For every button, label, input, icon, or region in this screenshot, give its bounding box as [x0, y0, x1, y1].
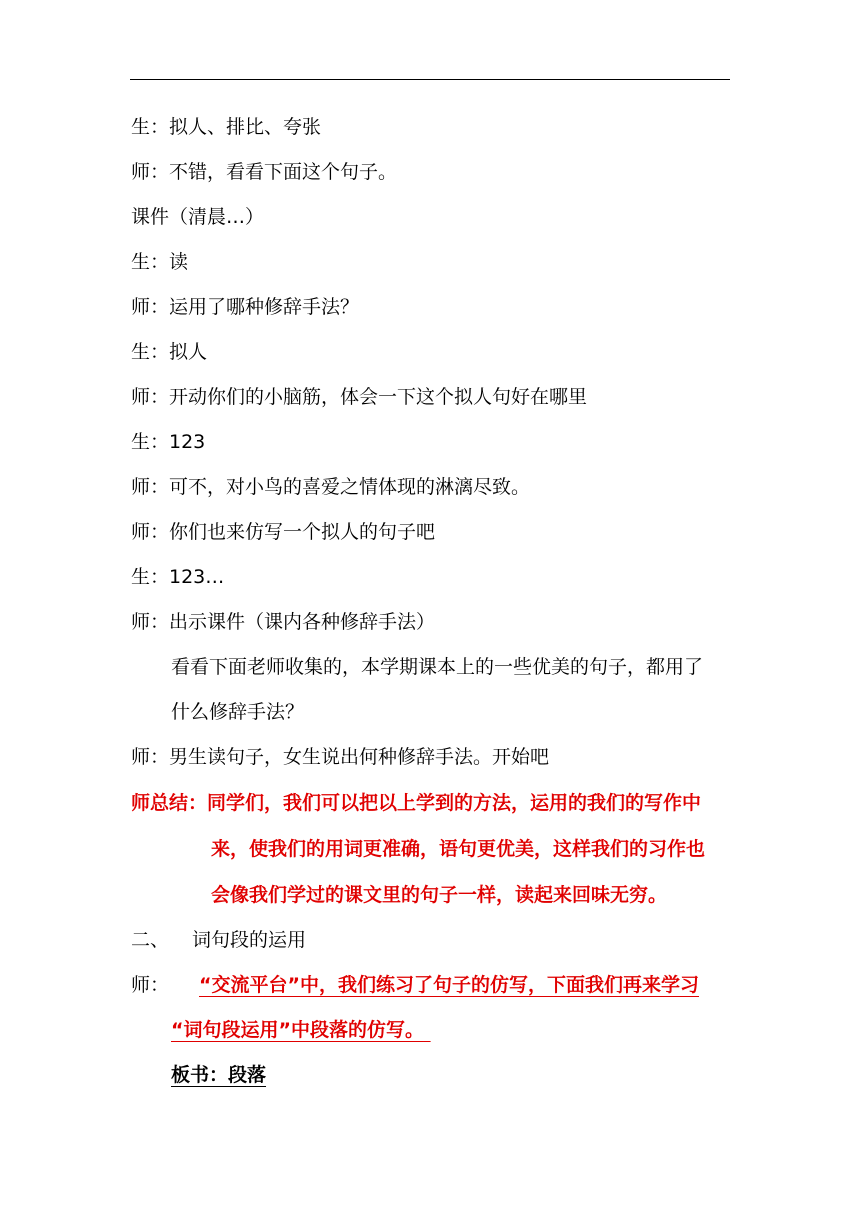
dialogue-line-3: 课件（清晨…） — [131, 206, 265, 228]
header-rule — [130, 79, 730, 80]
summary-line-2: 来，使我们的用词更准确，语句更优美，这样我们的习作也 — [211, 838, 706, 860]
teacher-line-cont — [171, 1018, 448, 1042]
teacher-line — [131, 973, 699, 997]
dialogue-line-4: 生：读 — [131, 251, 189, 273]
dialogue-line-5: 师：运用了哪种修辞手法？ — [131, 296, 360, 318]
summary-line-1: 师总结：同学们，我们可以把以上学到的方法，运用的我们的写作中 — [131, 792, 702, 814]
dialogue-line-6: 生：拟人 — [131, 341, 208, 363]
dialogue-line-1: 生：拟人、排比、夸张 — [131, 116, 322, 138]
dialogue-line-9: 师：可不，对小鸟的喜爱之情体现的淋漓尽致。 — [131, 476, 531, 498]
teacher-speaker: 师： — [131, 974, 170, 996]
dialogue-line-12: 师：出示课件（课内各种修辞手法） — [131, 611, 436, 633]
dialogue-line-8: 生：123 — [131, 431, 206, 453]
teacher-red-text-2: “词句段运用”中段落的仿写。 — [171, 1019, 424, 1041]
dialogue-line-7: 师：开动你们的小脑筋，体会一下这个拟人句好在哪里 — [131, 386, 588, 408]
dialogue-line-15: 师：男生读句子，女生说出何种修辞手法。开始吧 — [131, 746, 550, 768]
board-label: 板书：段落 — [171, 1064, 267, 1086]
section-number: 二、 — [131, 929, 170, 951]
board-writing — [171, 1063, 266, 1087]
dialogue-line-14: 什么修辞手法？ — [171, 701, 305, 723]
dialogue-line-13: 看看下面老师收集的，本学期课本上的一些优美的句子，都用了 — [171, 656, 704, 678]
section-title: 词句段的运用 — [192, 929, 307, 951]
summary-line-3: 会像我们学过的课文里的句子一样，读起来回味无穷。 — [211, 884, 668, 906]
teacher-red-text-1: “交流平台”中，我们练习了句子的仿写，下面我们再来学习 — [199, 974, 699, 996]
dialogue-line-11: 生：123… — [131, 566, 225, 588]
dialogue-line-2: 师：不错，看看下面这个句子。 — [131, 161, 398, 183]
dialogue-line-10: 师：你们也来仿写一个拟人的句子吧 — [131, 521, 436, 543]
